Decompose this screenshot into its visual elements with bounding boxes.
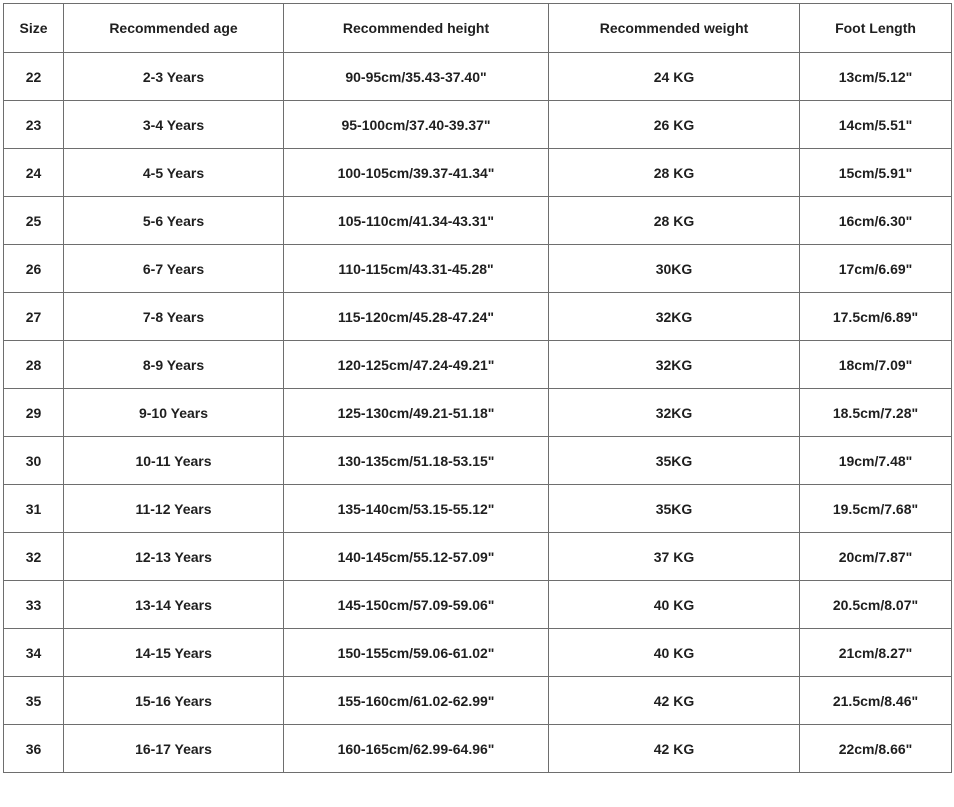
age-cell: 12-13 Years <box>64 533 284 581</box>
size-cell: 25 <box>4 197 64 245</box>
foot-length-cell: 19cm/7.48" <box>800 437 952 485</box>
age-cell: 11-12 Years <box>64 485 284 533</box>
age-cell: 2-3 Years <box>64 53 284 101</box>
height-cell: 125-130cm/49.21-51.18" <box>284 389 549 437</box>
height-cell: 140-145cm/55.12-57.09" <box>284 533 549 581</box>
height-cell: 100-105cm/39.37-41.34" <box>284 149 549 197</box>
age-cell: 5-6 Years <box>64 197 284 245</box>
table-row <box>4 629 952 677</box>
height-cell: 105-110cm/41.34-43.31" <box>284 197 549 245</box>
table-row <box>4 533 952 581</box>
size-cell: 31 <box>4 485 64 533</box>
size-cell: 24 <box>4 149 64 197</box>
foot-length-cell: 15cm/5.91" <box>800 149 952 197</box>
table-row <box>4 485 952 533</box>
foot-length-cell: 18cm/7.09" <box>800 341 952 389</box>
weight-cell: 42 KG <box>549 677 800 725</box>
age-cell: 10-11 Years <box>64 437 284 485</box>
table-row <box>4 53 952 101</box>
header-size: Size <box>4 4 64 53</box>
height-cell: 145-150cm/57.09-59.06" <box>284 581 549 629</box>
table-body <box>4 53 952 773</box>
header-recommended-height: Recommended height <box>284 4 549 53</box>
height-cell: 115-120cm/45.28-47.24" <box>284 293 549 341</box>
table-row <box>4 437 952 485</box>
height-cell: 95-100cm/37.40-39.37" <box>284 101 549 149</box>
size-cell: 29 <box>4 389 64 437</box>
foot-length-cell: 21cm/8.27" <box>800 629 952 677</box>
age-cell: 3-4 Years <box>64 101 284 149</box>
height-cell: 160-165cm/62.99-64.96" <box>284 725 549 773</box>
age-cell: 16-17 Years <box>64 725 284 773</box>
age-cell: 14-15 Years <box>64 629 284 677</box>
age-cell: 13-14 Years <box>64 581 284 629</box>
height-cell: 90-95cm/35.43-37.40" <box>284 53 549 101</box>
size-cell: 28 <box>4 341 64 389</box>
weight-cell: 26 KG <box>549 101 800 149</box>
table-row <box>4 389 952 437</box>
foot-length-cell: 17cm/6.69" <box>800 245 952 293</box>
height-cell: 135-140cm/53.15-55.12" <box>284 485 549 533</box>
table-row <box>4 581 952 629</box>
size-cell: 35 <box>4 677 64 725</box>
weight-cell: 30KG <box>549 245 800 293</box>
age-cell: 8-9 Years <box>64 341 284 389</box>
foot-length-cell: 13cm/5.12" <box>800 53 952 101</box>
age-cell: 15-16 Years <box>64 677 284 725</box>
weight-cell: 35KG <box>549 437 800 485</box>
foot-length-cell: 21.5cm/8.46" <box>800 677 952 725</box>
foot-length-cell: 16cm/6.30" <box>800 197 952 245</box>
weight-cell: 28 KG <box>549 149 800 197</box>
table-row <box>4 197 952 245</box>
foot-length-cell: 20cm/7.87" <box>800 533 952 581</box>
table-row <box>4 677 952 725</box>
table-row <box>4 725 952 773</box>
size-cell: 23 <box>4 101 64 149</box>
weight-cell: 40 KG <box>549 581 800 629</box>
size-cell: 34 <box>4 629 64 677</box>
foot-length-cell: 20.5cm/8.07" <box>800 581 952 629</box>
header-row <box>4 4 952 53</box>
size-cell: 27 <box>4 293 64 341</box>
weight-cell: 40 KG <box>549 629 800 677</box>
table-row <box>4 149 952 197</box>
weight-cell: 35KG <box>549 485 800 533</box>
foot-length-cell: 17.5cm/6.89" <box>800 293 952 341</box>
age-cell: 9-10 Years <box>64 389 284 437</box>
table-row <box>4 293 952 341</box>
weight-cell: 24 KG <box>549 53 800 101</box>
age-cell: 7-8 Years <box>64 293 284 341</box>
table-row <box>4 341 952 389</box>
header-recommended-age: Recommended age <box>64 4 284 53</box>
size-chart-table <box>3 3 952 773</box>
foot-length-cell: 14cm/5.51" <box>800 101 952 149</box>
weight-cell: 28 KG <box>549 197 800 245</box>
header-foot-length: Foot Length <box>800 4 952 53</box>
weight-cell: 37 KG <box>549 533 800 581</box>
weight-cell: 32KG <box>549 341 800 389</box>
foot-length-cell: 19.5cm/7.68" <box>800 485 952 533</box>
size-cell: 22 <box>4 53 64 101</box>
table-row <box>4 101 952 149</box>
header-recommended-weight: Recommended weight <box>549 4 800 53</box>
table-row <box>4 245 952 293</box>
size-cell: 30 <box>4 437 64 485</box>
size-cell: 32 <box>4 533 64 581</box>
size-cell: 36 <box>4 725 64 773</box>
height-cell: 120-125cm/47.24-49.21" <box>284 341 549 389</box>
age-cell: 4-5 Years <box>64 149 284 197</box>
weight-cell: 32KG <box>549 389 800 437</box>
height-cell: 155-160cm/61.02-62.99" <box>284 677 549 725</box>
foot-length-cell: 22cm/8.66" <box>800 725 952 773</box>
height-cell: 150-155cm/59.06-61.02" <box>284 629 549 677</box>
height-cell: 110-115cm/43.31-45.28" <box>284 245 549 293</box>
size-cell: 26 <box>4 245 64 293</box>
size-cell: 33 <box>4 581 64 629</box>
foot-length-cell: 18.5cm/7.28" <box>800 389 952 437</box>
age-cell: 6-7 Years <box>64 245 284 293</box>
weight-cell: 32KG <box>549 293 800 341</box>
weight-cell: 42 KG <box>549 725 800 773</box>
height-cell: 130-135cm/51.18-53.15" <box>284 437 549 485</box>
